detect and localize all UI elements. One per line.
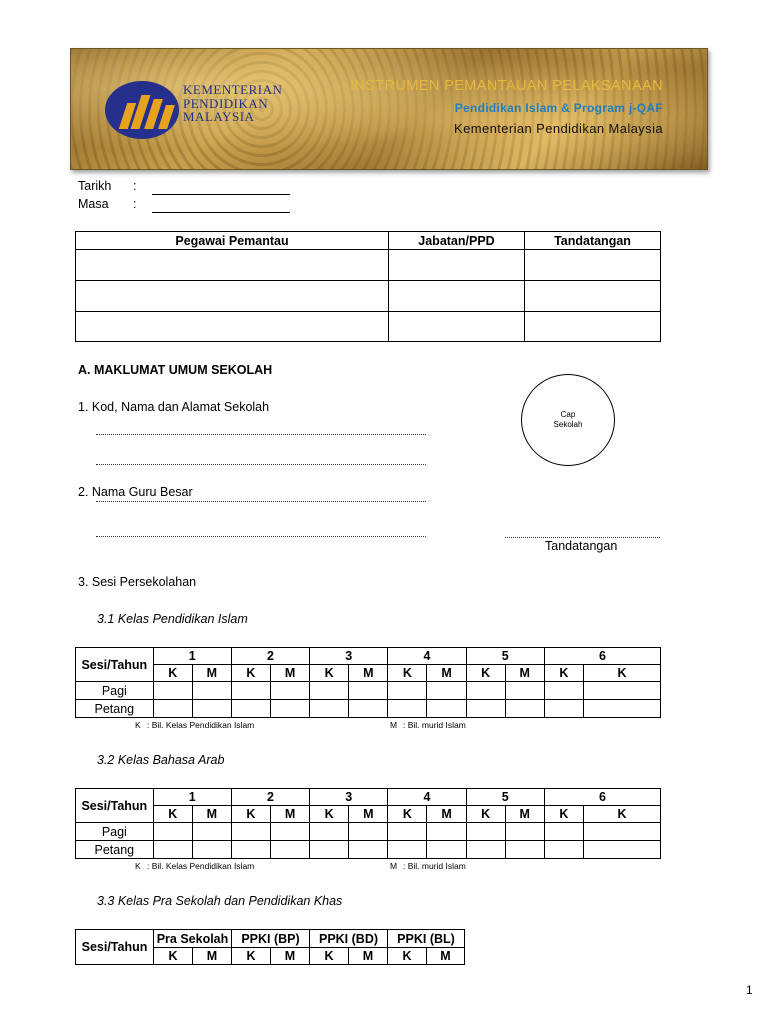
input-cell[interactable] (231, 682, 270, 700)
officer-header: Pegawai Pemantau (76, 232, 389, 250)
input-cell[interactable] (505, 700, 544, 718)
input-cell[interactable] (192, 700, 231, 718)
input-cell[interactable] (310, 700, 349, 718)
sub-header: M (192, 806, 231, 823)
input-cell[interactable] (427, 682, 466, 700)
signature-header: Tandatangan (525, 232, 661, 250)
date-label: Tarikh (78, 179, 112, 193)
input-cell[interactable] (583, 700, 660, 718)
school-info-line[interactable] (96, 434, 426, 435)
row-label: Pagi (76, 682, 154, 700)
sub-header: M (193, 948, 232, 965)
row-label: Petang (76, 841, 154, 859)
input-cell[interactable] (505, 682, 544, 700)
legend-m-text: : Bil. murid Islam (403, 861, 466, 871)
year-header: 3 (310, 789, 388, 806)
input-cell[interactable] (544, 841, 583, 859)
time-field[interactable] (152, 212, 290, 213)
table-row (76, 682, 661, 700)
year-header: 1 (153, 789, 231, 806)
sub-header: K (544, 665, 583, 682)
input-cell[interactable] (153, 700, 192, 718)
input-cell[interactable] (231, 700, 270, 718)
legend-k-key: K (135, 861, 141, 871)
table-corner: Sesi/Tahun (76, 789, 154, 823)
school-info-line[interactable] (96, 464, 426, 465)
sub-header: K (153, 806, 192, 823)
banner-subtitle: Pendidikan Islam & Program j-QAF (454, 101, 663, 115)
input-cell[interactable] (349, 682, 388, 700)
sub-header: M (270, 806, 309, 823)
headmaster-line[interactable] (96, 536, 426, 537)
input-cell[interactable] (544, 823, 583, 841)
input-cell[interactable] (466, 700, 505, 718)
input-cell[interactable] (427, 841, 466, 859)
input-cell[interactable] (583, 682, 660, 700)
legend-k-text: : Bil. Kelas Pendidikan Islam (147, 861, 255, 871)
preschool-class-table (75, 929, 465, 965)
sub-header: M (427, 806, 466, 823)
department-header: Jabatan/PPD (389, 232, 525, 250)
input-cell[interactable] (349, 700, 388, 718)
input-cell[interactable] (270, 841, 309, 859)
input-cell[interactable] (466, 841, 505, 859)
officers-table (75, 231, 661, 342)
sub-header: K (544, 806, 583, 823)
year-header: 4 (388, 648, 466, 665)
input-cell[interactable] (388, 700, 427, 718)
input-cell[interactable] (192, 841, 231, 859)
signature-line[interactable] (505, 537, 660, 538)
sub-header: K (231, 665, 270, 682)
school-stamp-circle: Cap Sekolah (521, 374, 615, 466)
banner-organisation: Kementerian Pendidikan Malaysia (454, 121, 663, 136)
time-label: Masa (78, 197, 109, 211)
sub-header: M (192, 665, 231, 682)
year-header: 3 (310, 648, 388, 665)
table-row (76, 312, 661, 342)
sub-header: M (427, 948, 465, 965)
table-row (76, 700, 661, 718)
group-header: Pra Sekolah (154, 930, 232, 948)
sub-header: K (154, 948, 193, 965)
table-corner: Sesi/Tahun (76, 648, 154, 682)
legend-m-key: M (390, 720, 398, 730)
sub-header: M (505, 665, 544, 682)
ministry-logo (105, 81, 179, 139)
sub-header: M (349, 665, 388, 682)
input-cell[interactable] (270, 682, 309, 700)
group-header: PPKI (BL) (388, 930, 465, 948)
sub-header: M (271, 948, 310, 965)
input-cell[interactable] (192, 823, 231, 841)
sub-header: K (231, 806, 270, 823)
sub-header: K (466, 665, 505, 682)
input-cell[interactable] (310, 682, 349, 700)
input-cell[interactable] (505, 823, 544, 841)
input-cell[interactable] (583, 823, 660, 841)
sub-header: M (505, 806, 544, 823)
row-label: Pagi (76, 823, 154, 841)
input-cell[interactable] (310, 841, 349, 859)
table-row (76, 250, 661, 281)
group-header: PPKI (BD) (310, 930, 388, 948)
headmaster-line[interactable] (96, 501, 426, 502)
sub-header: M (349, 948, 388, 965)
input-cell[interactable] (153, 682, 192, 700)
input-cell[interactable] (505, 841, 544, 859)
input-cell[interactable] (349, 841, 388, 859)
input-cell[interactable] (388, 841, 427, 859)
sub-header: K (388, 665, 427, 682)
legend-k-key: K (135, 720, 141, 730)
legend-k-text: : Bil. Kelas Pendidikan Islam (147, 720, 255, 730)
input-cell[interactable] (388, 823, 427, 841)
year-header: 4 (388, 789, 466, 806)
sub-header: K (153, 665, 192, 682)
sub-header: M (270, 665, 309, 682)
date-colon: : (133, 179, 137, 193)
input-cell[interactable] (466, 682, 505, 700)
sub-header: K (583, 806, 660, 823)
sub-header: M (349, 806, 388, 823)
sub-header: K (388, 806, 427, 823)
question-1: 1. Kod, Nama dan Alamat Sekolah (78, 400, 270, 414)
legend-m-key: M (390, 861, 398, 871)
header-banner (70, 48, 708, 170)
row-label: Petang (76, 700, 154, 718)
signature-label: Tandatangan (545, 539, 618, 553)
sub-header: K (583, 665, 660, 682)
caption-3-3: 3.3 Kelas Pra Sekolah dan Pendidikan Khas (97, 894, 343, 908)
year-header: 5 (466, 789, 544, 806)
sub-header: K (466, 806, 505, 823)
date-field[interactable] (152, 194, 290, 195)
caption-3-1: 3.1 Kelas Pendidikan Islam (97, 612, 248, 626)
year-header: 2 (231, 789, 309, 806)
table-corner: Sesi/Tahun (76, 930, 154, 965)
table-row (76, 823, 661, 841)
year-header: 6 (544, 648, 660, 665)
time-colon: : (133, 197, 137, 211)
table-row (76, 281, 661, 312)
input-cell[interactable] (583, 841, 660, 859)
sub-header: K (388, 948, 427, 965)
input-cell[interactable] (427, 823, 466, 841)
group-header: PPKI (BP) (232, 930, 310, 948)
input-cell[interactable] (153, 823, 192, 841)
input-cell[interactable] (388, 682, 427, 700)
section-a-title: A. MAKLUMAT UMUM SEKOLAH (78, 363, 273, 377)
year-header: 5 (466, 648, 544, 665)
question-2: 2. Nama Guru Besar (78, 485, 193, 499)
input-cell[interactable] (466, 823, 505, 841)
ministry-name: KEMENTERIAN PENDIDIKAN MALAYSIA (183, 82, 283, 124)
arabic-class-table (75, 788, 661, 859)
input-cell[interactable] (544, 682, 583, 700)
islamic-class-table (75, 647, 661, 718)
question-3: 3. Sesi Persekolahan (78, 575, 197, 589)
year-header: 1 (153, 648, 231, 665)
input-cell[interactable] (270, 823, 309, 841)
input-cell[interactable] (231, 841, 270, 859)
input-cell[interactable] (310, 823, 349, 841)
input-cell[interactable] (544, 700, 583, 718)
sub-header: K (310, 948, 349, 965)
input-cell[interactable] (231, 823, 270, 841)
legend-m-text: : Bil. murid Islam (403, 720, 466, 730)
sub-header: M (427, 665, 466, 682)
input-cell[interactable] (349, 823, 388, 841)
sub-header: K (232, 948, 271, 965)
banner-title: INSTRUMEN PEMANTAUAN PELAKSANAAN (349, 78, 663, 94)
input-cell[interactable] (270, 700, 309, 718)
caption-3-2: 3.2 Kelas Bahasa Arab (97, 753, 225, 767)
page-number: 1 (746, 983, 753, 997)
sub-header: K (310, 806, 349, 823)
input-cell[interactable] (192, 682, 231, 700)
year-header: 6 (544, 789, 660, 806)
sub-header: K (310, 665, 349, 682)
year-header: 2 (231, 648, 309, 665)
table-row (76, 841, 661, 859)
input-cell[interactable] (153, 841, 192, 859)
input-cell[interactable] (427, 700, 466, 718)
